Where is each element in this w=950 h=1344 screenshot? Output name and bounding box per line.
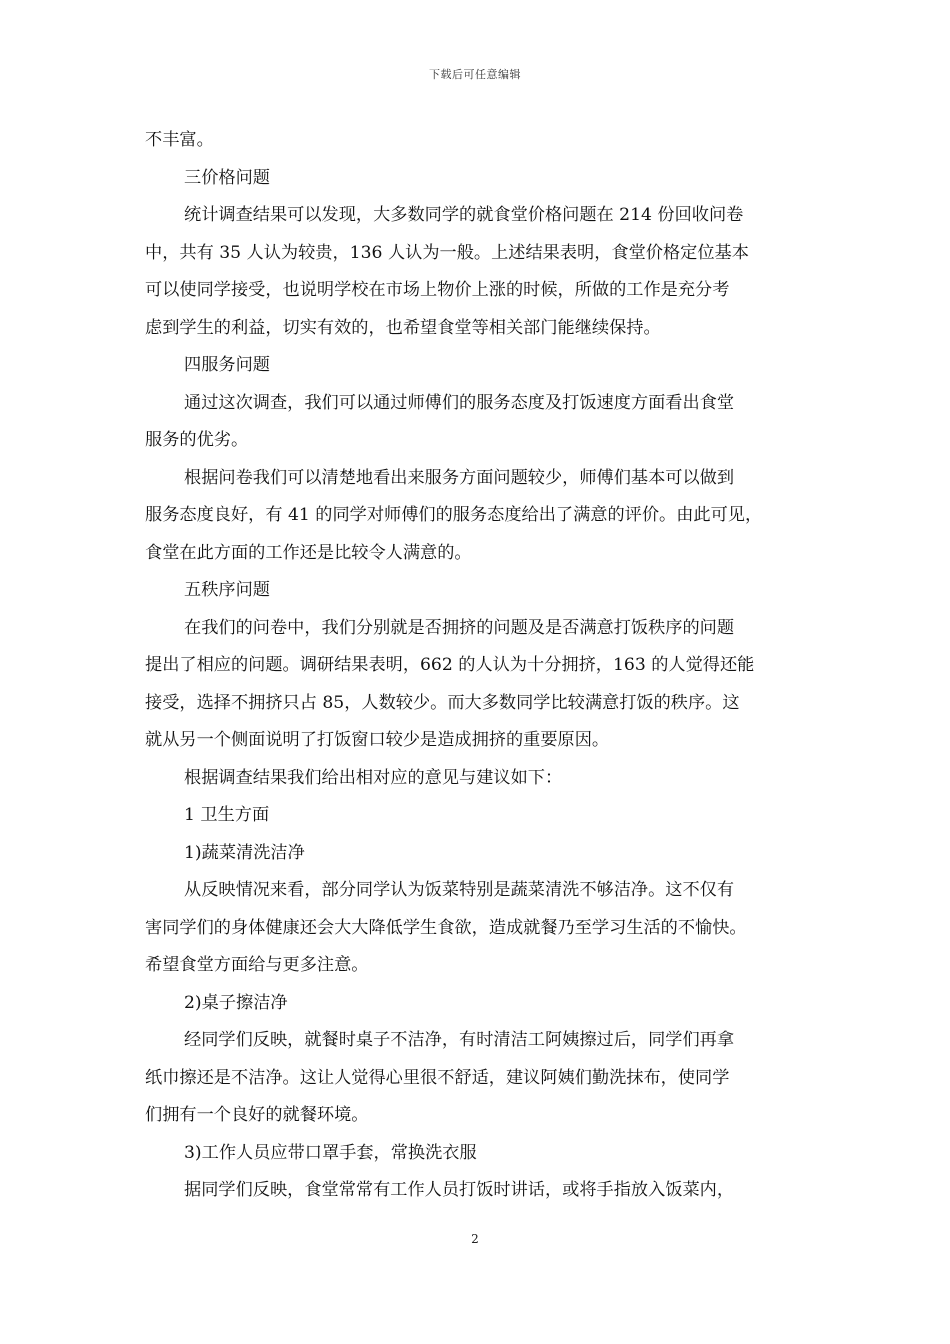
text-line: 虑到学生的利益，切实有效的，也希望食堂等相关部门能继续保持。 xyxy=(145,317,661,338)
text-line: 在我们的问卷中，我们分别就是否拥挤的问题及是否满意打饭秩序的问题 xyxy=(184,617,735,638)
text-line: 提出了相应的问题。调研结果表明，662 的人认为十分拥挤，163 的人觉得还能 xyxy=(145,655,755,675)
text-line: 们拥有一个良好的就餐环境。 xyxy=(145,1105,369,1125)
text-line: 统计调查结果可以发现，大多数同学的就食堂价格问题在 214 份回收问卷 xyxy=(184,205,744,225)
text-line: 经同学们反映，就餐时桌子不洁净，有时清洁工阿姨擦过后，同学们再拿 xyxy=(184,1030,735,1050)
text-line: 食堂在此方面的工作还是比较令人满意的。 xyxy=(145,542,472,563)
text-line: 3)工作人员应带口罩手套，常换洗衣服 xyxy=(184,1142,477,1163)
text-line: 2)桌子擦洁净 xyxy=(184,992,288,1013)
page-header: 下载后可任意编辑 xyxy=(429,68,521,81)
text-line: 可以使同学接受，也说明学校在市场上物价上涨的时候，所做的工作是充分考 xyxy=(145,280,730,300)
text-line: 五秩序问题 xyxy=(184,580,270,600)
text-line: 四服务问题 xyxy=(184,355,270,375)
text-line: 1)蔬菜清洗洁净 xyxy=(184,842,305,863)
page-number: 2 xyxy=(471,1232,479,1246)
text-line: 纸巾擦还是不洁净。这让人觉得心里很不舒适，建议阿姨们勤洗抹布，使同学 xyxy=(145,1067,730,1088)
text-line: 据同学们反映，食堂常常有工作人员打饭时讲话，或将手指放入饭菜内， xyxy=(184,1180,735,1200)
document-body xyxy=(145,122,820,1210)
text-line: 三价格问题 xyxy=(184,167,270,188)
text-line: 服务态度良好，有 41 的同学对师傅们的服务态度给出了满意的评价。由此可见， xyxy=(145,505,763,525)
text-line: 根据调查结果我们给出相对应的意见与建议如下： xyxy=(184,767,563,788)
text-line: 服务的优劣。 xyxy=(145,430,249,450)
text-line: 就从另一个侧面说明了打饭窗口较少是造成拥挤的重要原因。 xyxy=(145,730,610,750)
text-line: 不丰富。 xyxy=(145,130,214,150)
text-line: 根据问卷我们可以清楚地看出来服务方面问题较少，师傅们基本可以做到 xyxy=(184,467,735,488)
text-line: 接受，选择不拥挤只占 85，人数较少。而大多数同学比较满意打饭的秩序。这 xyxy=(145,692,740,713)
text-line: 中，共有 35 人认为较贵，136 人认为一般。上述结果表明，食堂价格定位基本 xyxy=(145,242,749,263)
text-line: 通过这次调查，我们可以通过师傅们的服务态度及打饭速度方面看出食堂 xyxy=(184,392,735,413)
text-line: 害同学们的身体健康还会大大降低学生食欲，造成就餐乃至学习生活的不愉快。 xyxy=(145,917,747,938)
text-line: 1 卫生方面 xyxy=(184,805,270,825)
text-line: 从反映情况来看，部分同学认为饭菜特别是蔬菜清洗不够洁净。这不仅有 xyxy=(184,880,735,900)
text-line: 希望食堂方面给与更多注意。 xyxy=(145,955,369,975)
